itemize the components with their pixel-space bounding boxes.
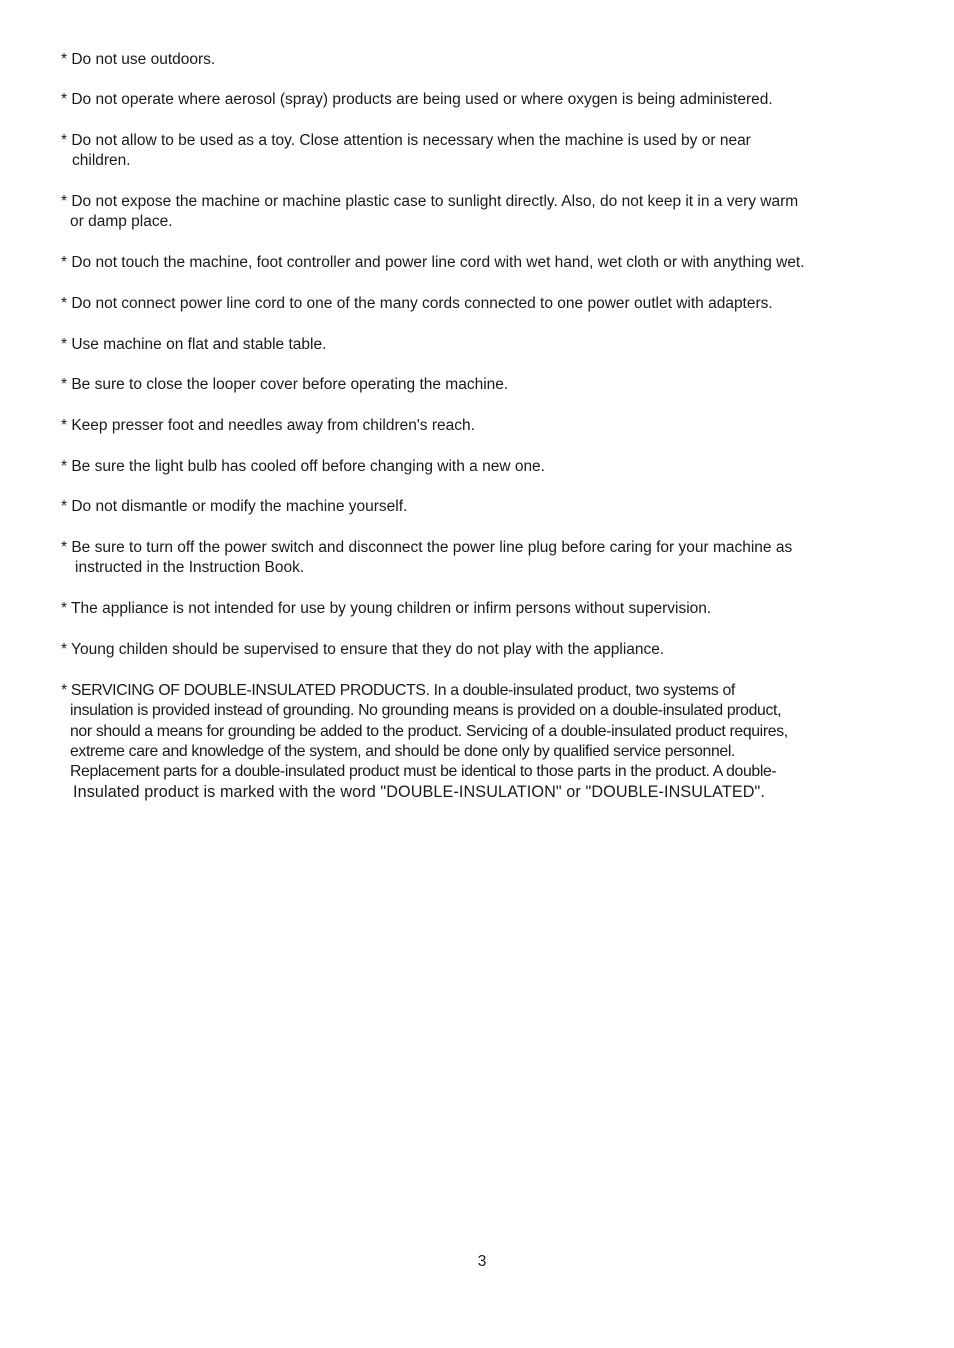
safety-item-line: * Be sure the light bulb has cooled off before changing with a new one. [61, 458, 545, 475]
safety-item-line: * Keep presser foot and needles away from children's reach. [61, 417, 475, 434]
safety-item-line: * Do not expose the machine or machine plastic case to sunlight directly. Also, do not keep it in a very warm [61, 193, 799, 210]
safety-item-wet-hand [61, 253, 871, 273]
safety-item-line: * Do not dismantle or modify the machine yourself. [61, 498, 408, 515]
safety-item-sunlight [61, 192, 871, 233]
safety-item-line: * Be sure to close the looper cover before operating the machine. [61, 376, 509, 393]
safety-item-aerosol [61, 90, 871, 110]
servicing-notice [61, 681, 871, 803]
safety-item-stable-table [61, 335, 871, 355]
servicing-line: * SERVICING OF DOUBLE-INSULATED PRODUCTS. In a double-insulated product, two systems of [61, 682, 735, 699]
safety-item-power-cord [61, 294, 871, 314]
safety-item-line: instructed in the Instruction Book. [75, 559, 305, 577]
safety-item-looper-cover [61, 375, 871, 395]
servicing-line: insulation is provided instead of grounding. No grounding means is provided on a double-insulated product, [70, 702, 782, 720]
safety-item-line: * Do not connect power line cord to one of the many cords connected to one power outlet with adapters. [61, 295, 773, 312]
safety-item-line: * Young childen should be supervised to ensure that they do not play with the appliance. [61, 641, 665, 658]
safety-item-line: or damp place. [70, 213, 173, 231]
servicing-line: Insulated product is marked with the word "DOUBLE-INSULATION" or "DOUBLE-INSULATED". [73, 783, 765, 802]
safety-item-dismantle [61, 497, 871, 517]
servicing-line: extreme care and knowledge of the system, and should be done only by qualified service personnel. [70, 742, 736, 760]
page-number: 3 [477, 1253, 487, 1270]
safety-item-children-reach [61, 416, 871, 436]
safety-item-line: * Do not allow to be used as a toy. Close attention is necessary when the machine is used by or near [61, 132, 751, 149]
safety-item-power-switch [61, 538, 871, 579]
safety-item-young-children [61, 640, 871, 660]
safety-item-line: * Use machine on flat and stable table. [61, 336, 327, 353]
safety-item-supervision [61, 599, 871, 619]
servicing-line: nor should a means for grounding be added to the product. Servicing of a double-insulated product requires, [70, 722, 788, 740]
safety-item-line: * Do not touch the machine, foot controller and power line cord with wet hand, wet cloth or with anything wet. [61, 254, 805, 271]
safety-item-line: * Do not use outdoors. [61, 51, 216, 68]
servicing-line: Replacement parts for a double-insulated product must be identical to those parts in the product. A double- [70, 763, 777, 781]
safety-item-line: * The appliance is not intended for use by young children or infirm persons without supervision. [61, 600, 712, 617]
safety-item-line: * Do not operate where aerosol (spray) products are being used or where oxygen is being administered. [61, 91, 773, 108]
safety-item-toy [61, 131, 871, 172]
safety-item-outdoors [61, 50, 871, 70]
safety-item-line: * Be sure to turn off the power switch and disconnect the power line plug before caring for your machine as [61, 539, 793, 556]
safety-item-line: children. [72, 152, 131, 170]
safety-item-light-bulb [61, 457, 871, 477]
